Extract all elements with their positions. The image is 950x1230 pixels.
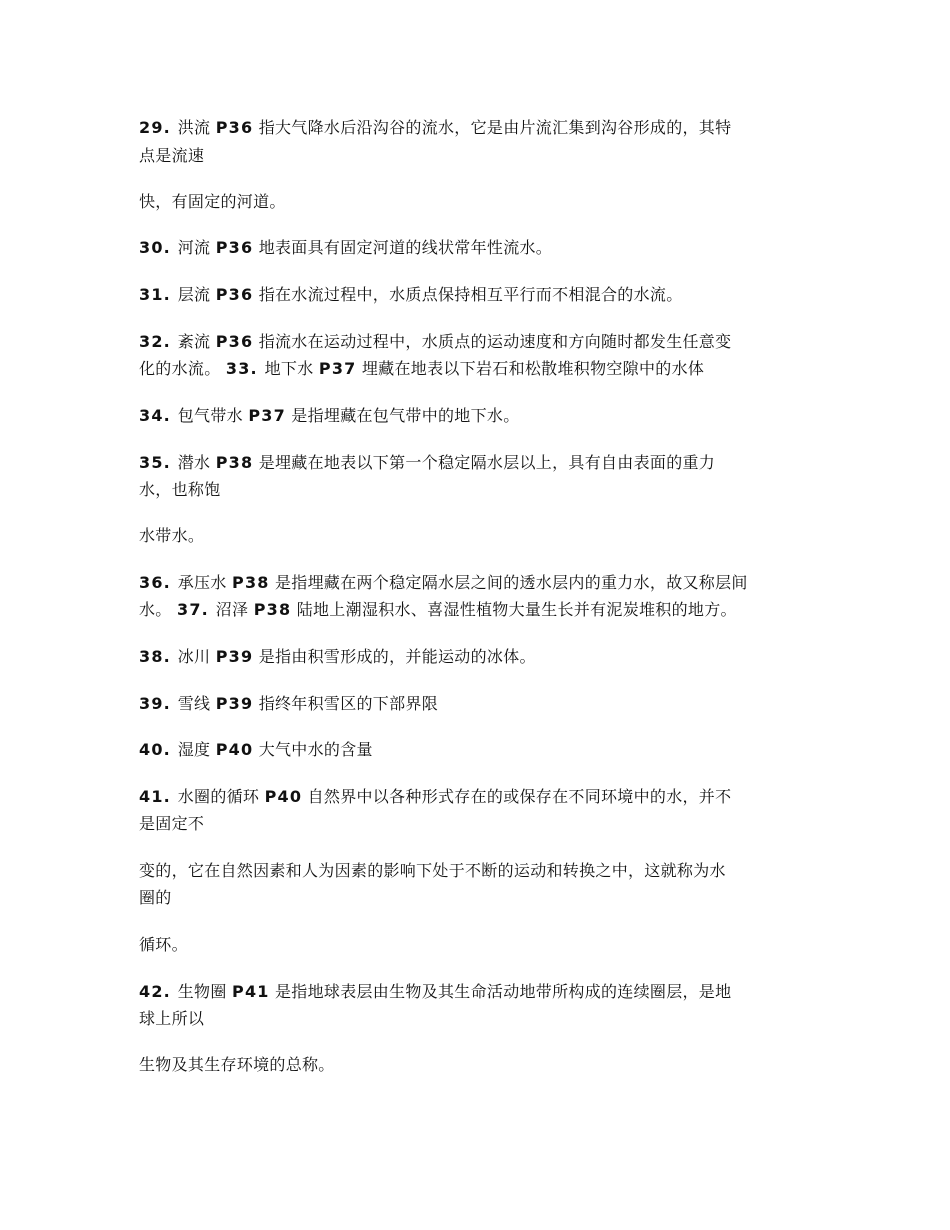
bold-run: P40 bbox=[215, 740, 254, 759]
text-run: 大气中水的含量 bbox=[253, 740, 373, 759]
bold-run: P40 bbox=[264, 787, 303, 806]
text-run: 河流 bbox=[177, 238, 216, 257]
text-line bbox=[139, 739, 373, 761]
bold-run: 40. bbox=[139, 740, 178, 759]
text-line bbox=[139, 1008, 204, 1030]
bold-run: 38. bbox=[139, 647, 178, 666]
text-run: 包气带水 bbox=[177, 406, 249, 425]
text-run: 指流水在运动过程中，水质点的运动速度和方向随时都发生任意变 bbox=[253, 332, 732, 351]
text-run: 是固定不 bbox=[139, 814, 205, 833]
text-run: 紊流 bbox=[177, 332, 216, 351]
text-run: 点是流速 bbox=[139, 146, 205, 165]
bold-run: P38 bbox=[232, 573, 270, 592]
text-line bbox=[139, 145, 204, 167]
text-line bbox=[139, 117, 731, 139]
text-run: 圈的 bbox=[139, 888, 172, 907]
bold-run: 34. bbox=[139, 406, 178, 425]
bold-run: P37 bbox=[248, 406, 286, 425]
text-line bbox=[139, 331, 731, 353]
text-run: 生物及其生存环境的总称。 bbox=[139, 1055, 335, 1074]
text-run: 变的，它在自然因素和人为因素的影响下处于不断的运动和转换之中，这就称为水 bbox=[139, 861, 726, 880]
bold-run: 32. bbox=[139, 332, 178, 351]
text-run: 指大气降水后沿沟谷的流水，它是由片流汇集到沟谷形成的，其特 bbox=[253, 118, 732, 137]
bold-run: P38 bbox=[215, 453, 254, 472]
text-line bbox=[139, 981, 731, 1003]
text-run: 化的水流。 bbox=[139, 359, 226, 378]
bold-run: P37 bbox=[318, 359, 357, 378]
text-run: 地下水 bbox=[264, 359, 319, 378]
text-line bbox=[139, 813, 204, 835]
bold-run: P39 bbox=[215, 694, 254, 713]
text-run: 球上所以 bbox=[139, 1009, 205, 1028]
bold-run: P39 bbox=[215, 647, 254, 666]
text-line bbox=[139, 786, 731, 808]
text-run: 陆地上潮湿积水、喜湿性植物大量生长并有泥炭堆积的地方。 bbox=[291, 600, 737, 619]
text-line bbox=[139, 646, 536, 668]
text-run: 水带水。 bbox=[139, 526, 205, 545]
bold-run: 35. bbox=[139, 453, 178, 472]
bold-run: 33. bbox=[225, 359, 265, 378]
text-run: 雪线 bbox=[177, 694, 216, 713]
bold-run: 39. bbox=[139, 694, 178, 713]
text-line bbox=[139, 693, 438, 715]
text-run: 洪流 bbox=[177, 118, 216, 137]
bold-run: P36 bbox=[215, 238, 254, 257]
text-run: 潜水 bbox=[177, 453, 216, 472]
text-run: 水。 bbox=[139, 600, 177, 619]
text-line bbox=[139, 237, 552, 259]
text-run: 埋藏在地表以下岩石和松散堆积物空隙中的水体 bbox=[356, 359, 705, 378]
text-run: 水，也称饱 bbox=[139, 480, 221, 499]
text-line bbox=[139, 191, 286, 213]
bold-run: 41. bbox=[139, 787, 178, 806]
bold-run: 30. bbox=[139, 238, 178, 257]
bold-run: 29. bbox=[139, 118, 178, 137]
bold-run: 42. bbox=[139, 982, 178, 1001]
text-line bbox=[139, 284, 683, 306]
text-line bbox=[139, 405, 520, 427]
text-run: 快，有固定的河道。 bbox=[139, 192, 286, 211]
text-line bbox=[139, 599, 737, 621]
text-run: 指在水流过程中，水质点保持相互平行而不相混合的水流。 bbox=[253, 285, 683, 304]
bold-run: P36 bbox=[215, 332, 254, 351]
text-line bbox=[139, 860, 726, 882]
text-line bbox=[139, 572, 748, 594]
text-line bbox=[139, 525, 204, 547]
text-run: 是指由积雪形成的，并能运动的冰体。 bbox=[253, 647, 536, 666]
text-run: 是指埋藏在两个稳定隔水层之间的透水层内的重力水，故又称层间 bbox=[269, 573, 748, 592]
text-line bbox=[139, 452, 715, 474]
text-run: 水圈的循环 bbox=[177, 787, 265, 806]
text-run: 沼泽 bbox=[215, 600, 254, 619]
text-run: 湿度 bbox=[177, 740, 216, 759]
text-run: 生物圈 bbox=[177, 982, 233, 1001]
bold-run: P41 bbox=[232, 982, 270, 1001]
text-run: 承压水 bbox=[177, 573, 233, 592]
text-run: 自然界中以各种形式存在的或保存在不同环境中的水，并不 bbox=[302, 787, 732, 806]
text-run: 指终年积雪区的下部界限 bbox=[253, 694, 438, 713]
bold-run: P36 bbox=[215, 118, 254, 137]
text-line bbox=[139, 358, 704, 380]
bold-run: 36. bbox=[139, 573, 178, 592]
bold-run: 37. bbox=[177, 600, 216, 619]
text-run: 是指地球表层由生物及其生命活动地带所构成的连续圈层，是地 bbox=[269, 982, 732, 1001]
bold-run: P38 bbox=[253, 600, 292, 619]
text-line bbox=[139, 934, 188, 956]
text-line bbox=[139, 887, 172, 909]
text-line bbox=[139, 479, 221, 501]
text-run: 冰川 bbox=[177, 647, 216, 666]
text-run: 地表面具有固定河道的线状常年性流水。 bbox=[253, 238, 553, 257]
text-run: 循环。 bbox=[139, 935, 188, 954]
text-run: 是埋藏在地表以下第一个稳定隔水层以上，具有自由表面的重力 bbox=[253, 453, 716, 472]
text-run: 是指埋藏在包气带中的地下水。 bbox=[285, 406, 520, 425]
bold-run: P36 bbox=[215, 285, 254, 304]
text-run: 层流 bbox=[177, 285, 216, 304]
bold-run: 31. bbox=[139, 285, 178, 304]
text-line bbox=[139, 1054, 335, 1076]
